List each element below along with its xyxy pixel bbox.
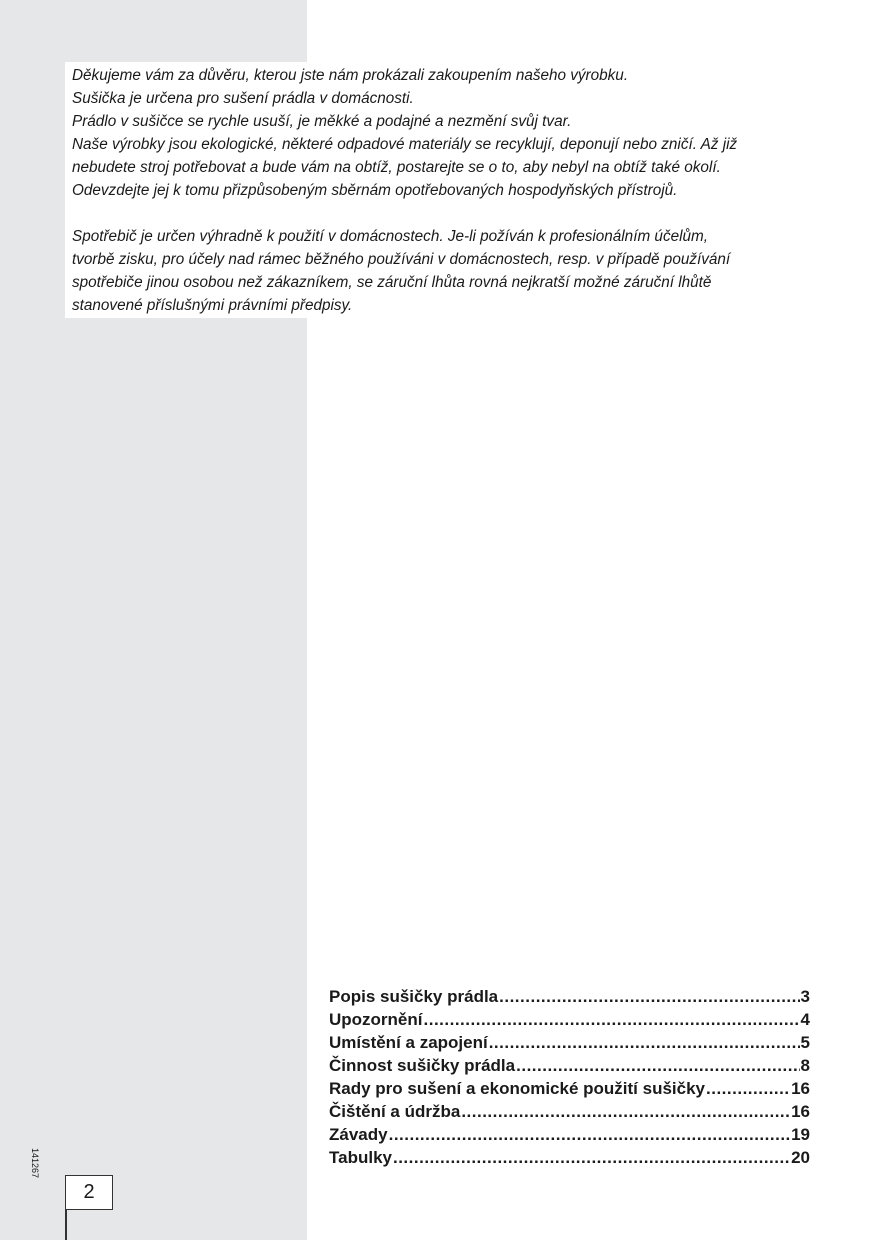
toc-entry-label: Popis sušičky prádla <box>329 987 499 1006</box>
toc-leader-dots <box>424 1008 800 1031</box>
toc-entry-label: Činnost sušičky prádla <box>329 1056 516 1075</box>
toc-entry-page: 3 <box>800 987 810 1006</box>
toc-leader-dots <box>393 1146 790 1169</box>
toc-entry[interactable] <box>329 1031 810 1054</box>
toc-entry[interactable] <box>329 1054 810 1077</box>
document-code: 141267 <box>30 1148 40 1179</box>
page-number-rule <box>65 1210 67 1240</box>
intro-line: spotřebiče jinou osobou než zákazníkem, se záruční lhůta rovná nejkratší možné záruční lhůtě <box>72 274 712 291</box>
toc-leader-dots <box>706 1077 790 1100</box>
table-of-contents <box>329 985 810 1169</box>
intro-paragraph-2 <box>72 225 812 317</box>
toc-entry[interactable] <box>329 1123 810 1146</box>
toc-leader-dots <box>499 985 799 1008</box>
toc-entry-label: Tabulky <box>329 1148 392 1167</box>
toc-entry-page: 16 <box>791 1102 810 1121</box>
toc-entry[interactable] <box>329 1008 810 1031</box>
toc-entry-label: Upozornění <box>329 1010 423 1029</box>
intro-line: Děkujeme vám za důvěru, kterou jste nám prokázali zakoupením našeho výrobku. <box>72 67 629 84</box>
toc-entry-page: 20 <box>791 1148 810 1167</box>
toc-entry-page: 5 <box>800 1033 810 1052</box>
intro-line: Naše výrobky jsou ekologické, některé odpadové materiály se recyklují, deponují nebo zničí. Až již <box>72 136 738 153</box>
toc-entry-page: 16 <box>791 1079 810 1098</box>
intro-line: Spotřebič je určen výhradně k použití v domácnostech. Je-li požíván k profesionálním účelům, <box>72 228 708 245</box>
intro-line: Sušička je určena pro sušení prádla v domácnosti. <box>72 90 414 107</box>
toc-entry-page: 19 <box>791 1125 810 1144</box>
intro-text <box>72 64 812 317</box>
toc-entry-label: Rady pro sušení a ekonomické použití sušičky <box>329 1079 706 1098</box>
toc-entry-page: 4 <box>800 1010 810 1029</box>
toc-entry[interactable] <box>329 1077 810 1100</box>
toc-entry-label: Umístění a zapojení <box>329 1033 488 1052</box>
toc-entry[interactable] <box>329 985 810 1008</box>
toc-leader-dots <box>489 1031 800 1054</box>
intro-line: tvorbě zisku, pro účely nad rámec běžného používáni v domácnostech, resp. v případě používání <box>72 251 731 268</box>
intro-line: stanovené příslušnými právními předpisy. <box>72 297 353 314</box>
toc-leader-dots <box>461 1100 790 1123</box>
intro-line: nebudete stroj potřebovat a bude vám na obtíž, postarejte se o to, aby nebyl na obtíž také okolí. <box>72 159 721 176</box>
page-number: 2 <box>65 1175 113 1210</box>
toc-entry[interactable] <box>329 1146 810 1169</box>
toc-entry[interactable] <box>329 1100 810 1123</box>
toc-entry-page: 8 <box>800 1056 810 1075</box>
intro-line: Prádlo v sušičce se rychle usuší, je měkké a podajné a nezmění svůj tvar. <box>72 113 572 130</box>
toc-entry-label: Čištění a údržba <box>329 1102 461 1121</box>
intro-line: Odevzdejte jej k tomu přizpůsobeným sběrnám opotřebovaných hospodyňských přístrojů. <box>72 182 678 199</box>
intro-paragraph-1 <box>72 64 812 202</box>
toc-leader-dots <box>389 1123 790 1146</box>
toc-leader-dots <box>516 1054 799 1077</box>
toc-entry-label: Závady <box>329 1125 388 1144</box>
